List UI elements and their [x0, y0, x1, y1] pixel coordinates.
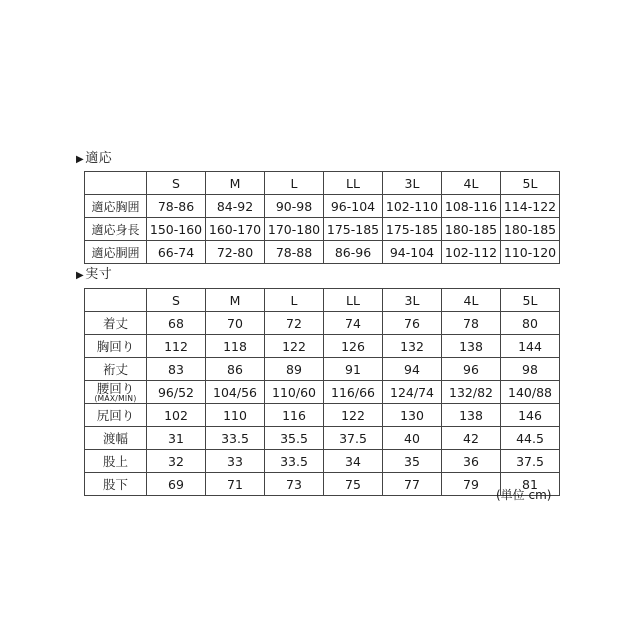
table-cell: 150-160	[147, 218, 206, 241]
table-cell: 108-116	[442, 195, 501, 218]
table-cell: 69	[147, 473, 206, 496]
table-cell: 36	[442, 450, 501, 473]
table-cell: 68	[147, 312, 206, 335]
table-cell: 75	[324, 473, 383, 496]
table-cell: 175-185	[383, 218, 442, 241]
header-cell-empty	[85, 172, 147, 195]
table-cell: 144	[501, 335, 560, 358]
table-cell: 70	[206, 312, 265, 335]
table-cell: 126	[324, 335, 383, 358]
row-label: 腰回り	[96, 380, 135, 396]
table-cell: 34	[324, 450, 383, 473]
table-cell: 71	[206, 473, 265, 496]
table-cell: 170-180	[265, 218, 324, 241]
row-label: 股下	[85, 473, 147, 496]
header-cell-5l: 5L	[501, 172, 560, 195]
table-cell: 31	[147, 427, 206, 450]
table-cell: 96	[442, 358, 501, 381]
table-cell: 86-96	[324, 241, 383, 264]
header-cell-l: L	[265, 172, 324, 195]
table-cell: 160-170	[206, 218, 265, 241]
actual-section-title-text: 実寸	[85, 267, 113, 282]
table-cell: 102	[147, 404, 206, 427]
table-cell: 81	[501, 473, 560, 496]
table-row	[85, 473, 560, 496]
table-cell: 116/66	[324, 381, 383, 404]
table-cell: 90-98	[265, 195, 324, 218]
table-cell: 175-185	[324, 218, 383, 241]
table-cell: 116	[265, 404, 324, 427]
table-cell: 37.5	[501, 450, 560, 473]
table-cell: 130	[383, 404, 442, 427]
table-cell: 96/52	[147, 381, 206, 404]
table-cell: 91	[324, 358, 383, 381]
table-row	[85, 358, 560, 381]
table-cell: 124/74	[383, 381, 442, 404]
table-cell: 72-80	[206, 241, 265, 264]
fit-section-title-text: 適応	[85, 151, 113, 166]
header-cell-s: S	[147, 172, 206, 195]
table-header-row	[85, 172, 560, 195]
table-cell: 146	[501, 404, 560, 427]
table-cell: 37.5	[324, 427, 383, 450]
table-cell: 79	[442, 473, 501, 496]
table-cell: 138	[442, 335, 501, 358]
row-label: 尻回り	[85, 404, 147, 427]
table-cell: 110-120	[501, 241, 560, 264]
table-cell: 98	[501, 358, 560, 381]
table-row	[85, 241, 560, 264]
table-cell: 32	[147, 450, 206, 473]
header-cell-s: S	[147, 289, 206, 312]
table-cell: 86	[206, 358, 265, 381]
table-cell: 110	[206, 404, 265, 427]
header-cell-ll: LL	[324, 172, 383, 195]
table-cell: 35	[383, 450, 442, 473]
table-cell: 76	[383, 312, 442, 335]
table-cell: 77	[383, 473, 442, 496]
table-cell: 35.5	[265, 427, 324, 450]
table-row	[85, 335, 560, 358]
table-cell: 33.5	[265, 450, 324, 473]
table-cell: 72	[265, 312, 324, 335]
fit-section-title	[76, 152, 112, 167]
row-label: 適応身長	[85, 218, 147, 241]
table-cell: 132/82	[442, 381, 501, 404]
header-cell-4l: 4L	[442, 289, 501, 312]
table-row	[85, 312, 560, 335]
header-cell-l: L	[265, 289, 324, 312]
table-cell: 42	[442, 427, 501, 450]
table-cell: 33	[206, 450, 265, 473]
table-cell: 40	[383, 427, 442, 450]
row-sublabel: (MAX/MIN)	[94, 393, 137, 403]
table-cell: 122	[324, 404, 383, 427]
row-label: 股上	[85, 450, 147, 473]
row-label: 渡幅	[85, 427, 147, 450]
table-header-row	[85, 289, 560, 312]
fit-size-table	[84, 171, 560, 264]
actual-size-table	[84, 288, 560, 496]
header-cell-m: M	[206, 172, 265, 195]
header-cell-4l: 4L	[442, 172, 501, 195]
actual-section-title	[76, 268, 112, 283]
row-label: 適応胴囲	[85, 241, 147, 264]
table-cell: 112	[147, 335, 206, 358]
table-cell: 138	[442, 404, 501, 427]
row-label: 胸回り	[85, 335, 147, 358]
header-cell-empty	[85, 289, 147, 312]
table-cell: 94	[383, 358, 442, 381]
triangle-right-icon: ▶	[76, 270, 85, 281]
table-row	[85, 427, 560, 450]
header-cell-3l: 3L	[383, 289, 442, 312]
table-cell: 74	[324, 312, 383, 335]
header-cell-ll: LL	[324, 289, 383, 312]
table-row	[85, 450, 560, 473]
row-label: 着丈	[85, 312, 147, 335]
table-cell: 89	[265, 358, 324, 381]
table-cell: 33.5	[206, 427, 265, 450]
triangle-right-icon: ▶	[76, 154, 85, 165]
table-cell: 180-185	[442, 218, 501, 241]
table-row	[85, 195, 560, 218]
table-cell: 83	[147, 358, 206, 381]
table-cell: 122	[265, 335, 324, 358]
table-cell: 78-86	[147, 195, 206, 218]
table-cell: 104/56	[206, 381, 265, 404]
table-cell: 73	[265, 473, 324, 496]
table-row	[85, 404, 560, 427]
table-cell: 114-122	[501, 195, 560, 218]
table-cell: 66-74	[147, 241, 206, 264]
table-cell: 110/60	[265, 381, 324, 404]
unit-note: (単位 cm)	[496, 488, 552, 502]
table-cell: 96-104	[324, 195, 383, 218]
table-cell: 78-88	[265, 241, 324, 264]
row-label: 適応胸囲	[85, 195, 147, 218]
table-cell: 180-185	[501, 218, 560, 241]
table-cell: 102-112	[442, 241, 501, 264]
table-cell: 102-110	[383, 195, 442, 218]
table-cell: 84-92	[206, 195, 265, 218]
table-cell: 140/88	[501, 381, 560, 404]
table-cell: 80	[501, 312, 560, 335]
table-row	[85, 218, 560, 241]
table-cell: 132	[383, 335, 442, 358]
row-label-waist	[85, 381, 147, 404]
table-row	[85, 381, 560, 404]
table-cell: 44.5	[501, 427, 560, 450]
table-cell: 78	[442, 312, 501, 335]
table-cell: 94-104	[383, 241, 442, 264]
table-cell: 118	[206, 335, 265, 358]
row-label: 裄丈	[85, 358, 147, 381]
header-cell-3l: 3L	[383, 172, 442, 195]
header-cell-m: M	[206, 289, 265, 312]
header-cell-5l: 5L	[501, 289, 560, 312]
